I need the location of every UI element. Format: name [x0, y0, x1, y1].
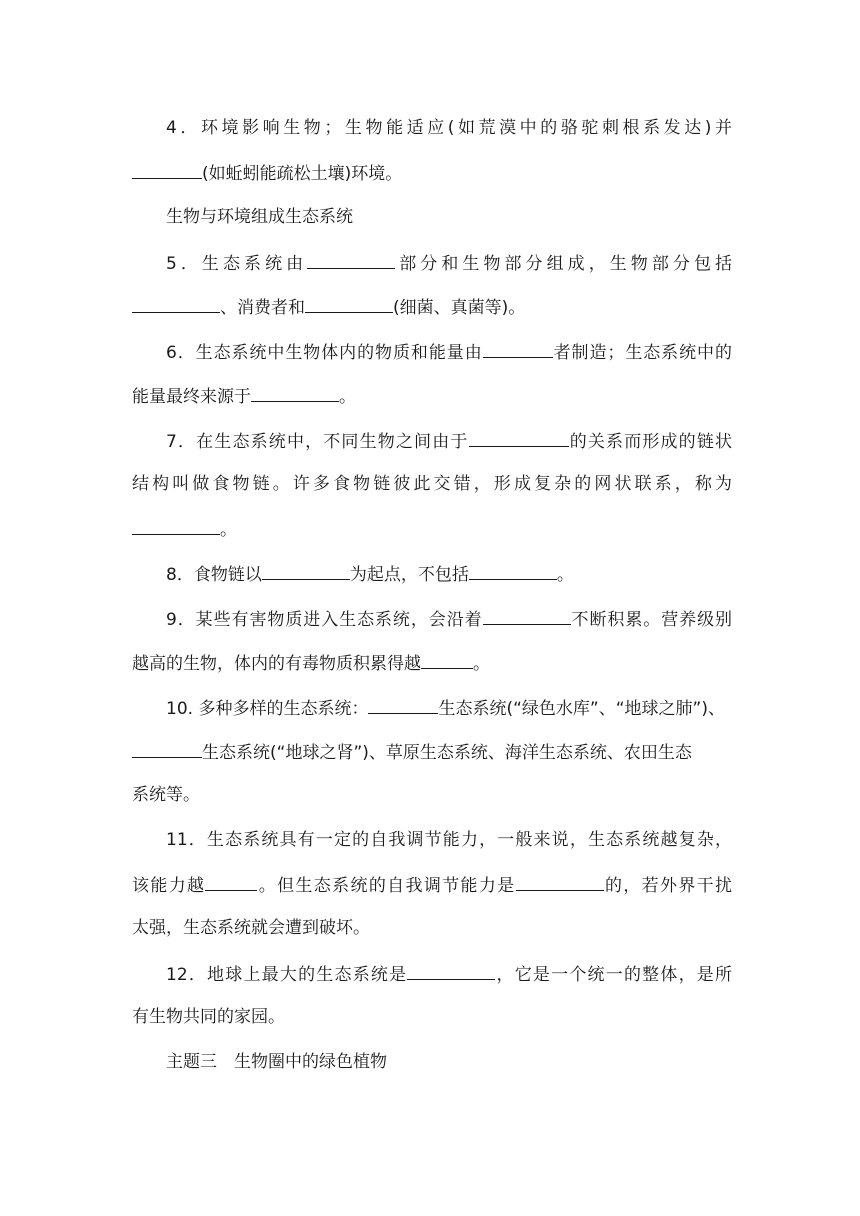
- answer-blank[interactable]: [407, 961, 495, 980]
- question-4-line-2: (如蚯蚓能疏松土壤)环境。: [132, 160, 732, 184]
- answer-blank[interactable]: [251, 383, 339, 402]
- question-10-line-2: 生态系统(“地球之肾”)、草原生态系统、海洋生态系统、农田生态: [132, 739, 732, 763]
- answer-blank[interactable]: [262, 561, 350, 580]
- answer-blank[interactable]: [132, 294, 220, 313]
- question-10-line-3: 系统等。: [132, 785, 200, 805]
- answer-blank[interactable]: [305, 294, 393, 313]
- question-7-line-1: 7．在生态系统中，不同生物之间由于 的关系而形成的链状: [166, 428, 732, 452]
- answer-blank[interactable]: [516, 872, 604, 891]
- question-9-line-1: 9．某些有害物质进入生态系统，会沿着 不断积累。营养级别: [166, 606, 732, 630]
- answer-blank[interactable]: [132, 516, 220, 535]
- answer-blank[interactable]: [469, 428, 569, 447]
- answer-blank[interactable]: [483, 606, 571, 625]
- question-7-line-3: 。: [132, 516, 732, 540]
- question-6-line-1: 6．生态系统中生物体内的物质和能量由 者制造；生态系统中的: [166, 339, 732, 363]
- question-5-line-2: 、消费者和 (细菌、真菌等)。: [132, 294, 732, 318]
- answer-blank[interactable]: [205, 872, 257, 891]
- answer-blank[interactable]: [368, 695, 438, 714]
- question-6-line-2: 能量最终来源于 。: [132, 383, 732, 407]
- question-11-line-1: 11．生态系统具有一定的自我调节能力，一般来说，生态系统越复杂，: [166, 830, 732, 850]
- question-4-line-1: 4．环境影响生物；生物能适应(如荒漠中的骆驼刺根系发达)并: [166, 118, 732, 138]
- question-12-line-1: 12．地球上最大的生态系统是 ，它是一个统一的整体，是所: [166, 961, 732, 985]
- question-8: 8．食物链以 为起点，不包括 。: [166, 561, 732, 585]
- question-12-line-2: 有生物共同的家园。: [132, 1007, 285, 1027]
- question-7-line-2: 结构叫做食物链。许多食物链彼此交错，形成复杂的网状联系，称为: [132, 474, 732, 494]
- question-5-line-1: 5．生态系统由 部分和生物部分组成，生物部分包括: [166, 250, 732, 274]
- answer-blank[interactable]: [132, 739, 202, 758]
- section-heading-ecosystem: 生物与环境组成生态系统: [166, 207, 353, 227]
- section-heading-theme-3: 主题三 生物圈中的绿色植物: [166, 1052, 387, 1072]
- answer-blank[interactable]: [421, 650, 473, 669]
- answer-blank[interactable]: [483, 339, 553, 358]
- question-11-line-2: 该能力越 。但生态系统的自我调节能力是 的，若外界干扰: [132, 872, 732, 896]
- answer-blank[interactable]: [307, 250, 395, 269]
- question-11-line-3: 太强，生态系统就会遭到破坏。: [132, 918, 370, 938]
- answer-blank[interactable]: [132, 160, 202, 179]
- answer-blank[interactable]: [469, 561, 557, 580]
- question-10-line-1: 10. 多种多样的生态系统： 生态系统(“绿色水库”、“地球之肺”)、: [166, 695, 732, 719]
- question-9-line-2: 越高的生物，体内的有毒物质积累得越 。: [132, 650, 732, 674]
